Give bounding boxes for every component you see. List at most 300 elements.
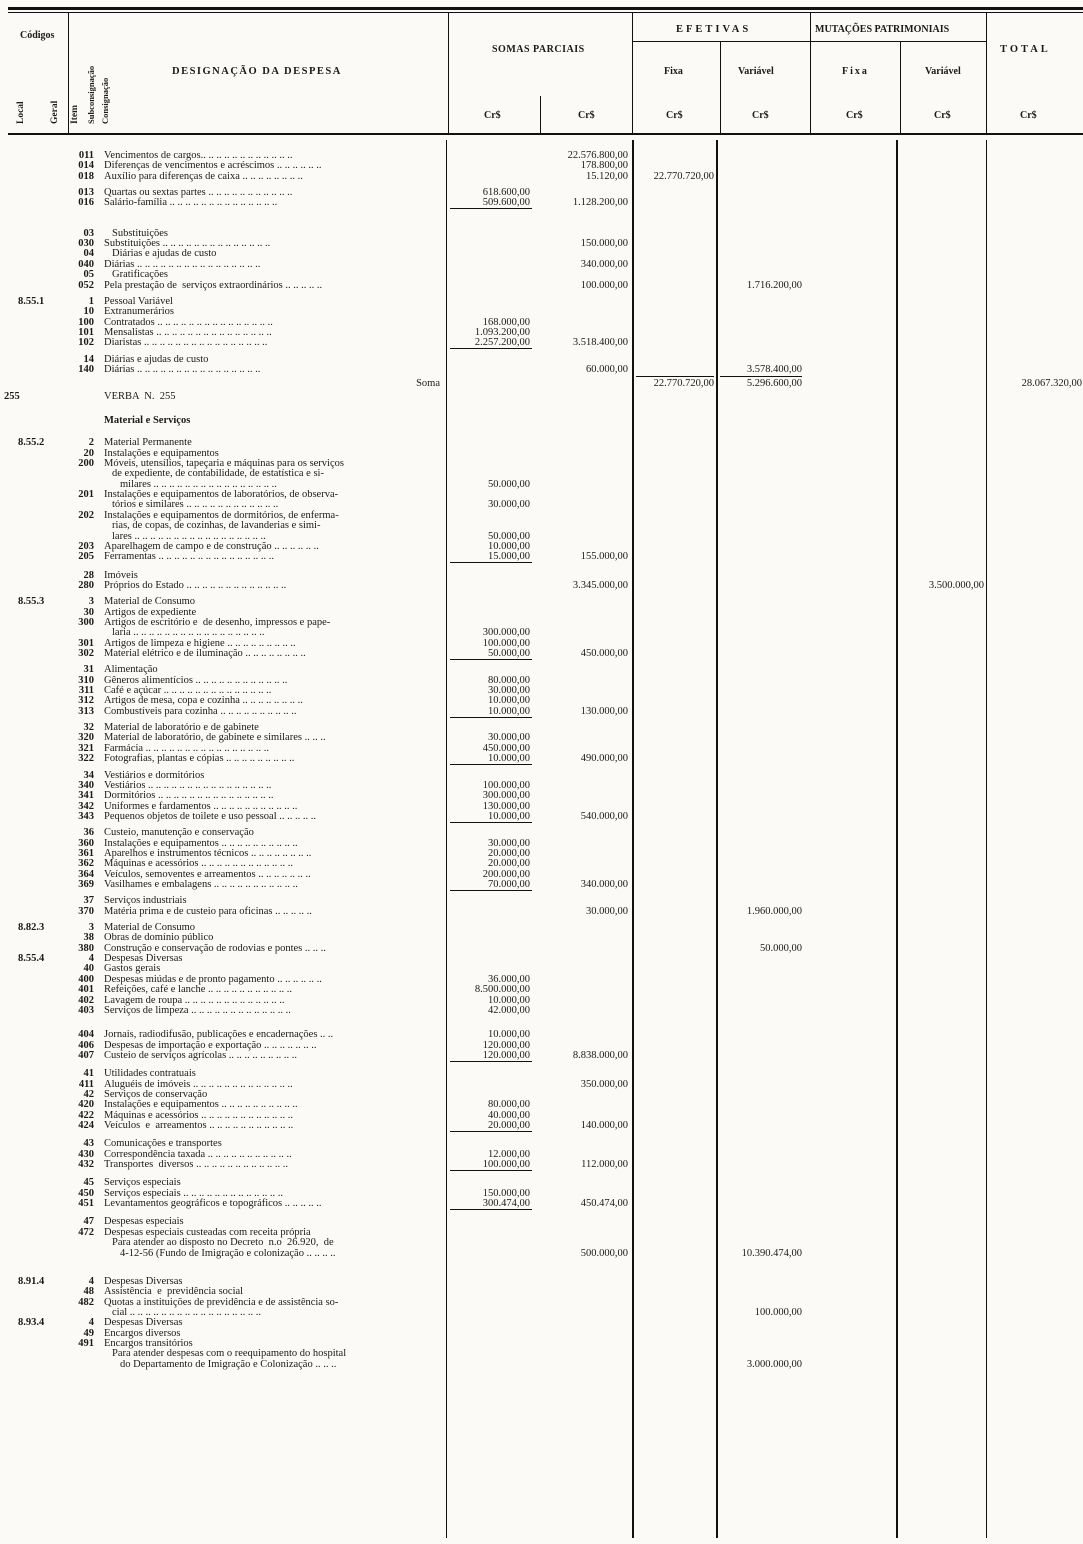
- row-description: Combustíveis para cozinha .. .. .. .. .. .. .. .. .. ..: [104, 705, 297, 717]
- header-bottom-rule: [8, 133, 1083, 135]
- partial-sum-1: 10.000,00: [488, 994, 530, 1006]
- row-description: Custeio de serviços agrícolas .. .. .. .. .. .. .. .. ..: [104, 1049, 298, 1061]
- local-code: 8.93.4: [18, 1317, 45, 1329]
- subtotal-rule: [450, 562, 532, 563]
- mutacoes-heading: MUTAÇÕES PATRIMONIAIS: [815, 24, 950, 35]
- item-code: 472: [78, 1226, 94, 1238]
- item-code: 310: [78, 674, 94, 686]
- subtotal-rule: [450, 890, 532, 891]
- partial-sum-1: 10.000,00: [488, 1029, 530, 1041]
- local-code: 8.82.3: [18, 922, 45, 934]
- row-description: Matéria prima e de custeio para oficinas .. .. .. .. ..: [104, 905, 312, 917]
- item-code: 101: [78, 326, 94, 338]
- partial-sum-2: 100.000,00: [580, 279, 628, 291]
- row-description: do Departamento de Imigração e Colonização .. .. ..: [120, 1358, 337, 1370]
- codigos-heading: Códigos: [20, 30, 55, 41]
- partial-sum-1: 1.093.200,00: [474, 326, 530, 338]
- item-code: 360: [78, 837, 94, 849]
- subtotal-rule: [450, 659, 532, 660]
- header-divider: [810, 13, 811, 133]
- item-code: 400: [78, 973, 94, 985]
- partial-sum-1: 120.000,00: [482, 1049, 530, 1061]
- partial-sum-2: 340.000,00: [580, 879, 628, 890]
- row-description: Café e açúcar .. .. .. .. .. .. .. .. .. .. .. .. .. ..: [104, 685, 272, 697]
- currency-somas-2: Cr$: [578, 110, 595, 121]
- row-description: Ferramentas .. .. .. .. .. .. .. .. .. .. .. .. .. .. ..: [104, 551, 275, 563]
- header-divider: [720, 41, 721, 133]
- partial-sum-1: 8.500.000,00: [474, 984, 530, 996]
- item-code: 420: [78, 1099, 94, 1111]
- row-description: Alimentação: [104, 664, 158, 676]
- item-code: 201: [78, 489, 94, 501]
- row-description: Instalações e equipamentos de laboratórios, de observa-: [104, 489, 339, 501]
- partial-sum-1: 2.257.200,00: [474, 337, 530, 349]
- row-description: Encargos transitórios: [104, 1337, 193, 1349]
- row-description: Artigos de expediente: [104, 606, 197, 618]
- subtotal-rule: [450, 1061, 532, 1062]
- item-code: 280: [78, 579, 94, 591]
- item-code: 36: [83, 827, 94, 839]
- column-rule: [632, 140, 634, 1538]
- row-description: Instalações e equipamentos .. .. .. .. .. .. .. .. .. ..: [104, 837, 298, 849]
- row-description: Despesas de importação e exportação .. .. .. .. .. .. ..: [104, 1039, 317, 1051]
- row-description: Jornais, radiodifusão, publicações e encadernações .. ..: [104, 1029, 334, 1041]
- item-code: 451: [78, 1198, 94, 1210]
- row-description: Pequenos objetos de toilete e uso pessoal .. .. .. .. ..: [104, 810, 317, 822]
- item-code: 401: [78, 984, 94, 996]
- currency-efetivas-variavel: Cr$: [752, 110, 769, 121]
- efetivas-variavel-value: 1.960.000,00: [746, 905, 802, 917]
- partial-sum-2: 112.000,00: [581, 1159, 628, 1171]
- top-rule-thin: [8, 12, 1083, 13]
- item-code: 200: [78, 458, 94, 470]
- partial-sum-1: 100.000,00: [482, 779, 530, 791]
- row-description: Correspondência taxada .. .. .. .. .. .. .. .. .. .. ..: [104, 1148, 292, 1160]
- partial-sum-1: 36.000,00: [488, 973, 530, 985]
- partial-sum-1: 80.000,00: [488, 1099, 530, 1111]
- code-col-item: Item: [70, 105, 80, 124]
- row-description: Vencimentos de cargos.. .. .. .. .. .. .. .. .. .. .. ..: [104, 150, 293, 161]
- mutacoes-variavel: Variável: [925, 66, 961, 77]
- row-description: Diárias .. .. .. .. .. .. .. .. .. .. .. .. .. .. .. ..: [104, 363, 261, 375]
- partial-sum-1: 100.000,00: [482, 637, 530, 649]
- row-description: Contratados .. .. .. .. .. .. .. .. .. .. .. .. .. .. ..: [104, 316, 273, 328]
- partial-sum-2: 155.000,00: [580, 551, 628, 563]
- item-code: 302: [78, 648, 94, 659]
- row-description: Gêneros alimentícios .. .. .. .. .. .. .. .. .. .. .. ..: [104, 674, 288, 686]
- currency-total: Cr$: [1020, 110, 1037, 121]
- column-rule: [896, 140, 898, 1538]
- partial-sum-1: 20.000,00: [488, 1120, 530, 1131]
- subtotal-rule: [450, 717, 532, 718]
- partial-sum-2: 540.000,00: [580, 810, 628, 822]
- soma-rule: [720, 376, 802, 377]
- efetivas-variavel-value: 100.000,00: [754, 1306, 802, 1318]
- row-description: Artigos de limpeza e higiene .. .. .. .. .. .. .. .. ..: [104, 637, 296, 649]
- row-description: Aluguéis de imóveis .. .. .. .. .. .. .. .. .. .. .. .. ..: [104, 1078, 293, 1090]
- partial-sum-1: 50.000,00: [488, 478, 530, 490]
- item-code: 301: [78, 637, 94, 649]
- item-code: 202: [78, 509, 94, 521]
- row-description: Veículos, semoventes e arreamentos .. .. .. .. .. .. ..: [104, 868, 311, 880]
- row-description: Mensalistas .. .. .. .. .. .. .. .. .. .. .. .. .. .. ..: [104, 326, 272, 338]
- row-description: 4-12-56 (Fundo de Imigração e colonização .. .. .. ..: [120, 1247, 336, 1259]
- item-code: 05: [83, 269, 94, 281]
- row-description: Assistência e previdência social: [104, 1286, 244, 1298]
- partial-sum-1: 15.000,00: [488, 551, 530, 563]
- row-description: Comunicações e transportes: [104, 1138, 222, 1150]
- item-code: 37: [83, 895, 94, 907]
- partial-sum-2: 3.345.000,00: [572, 579, 628, 591]
- partial-sum-1: 168.000,00: [482, 316, 530, 328]
- row-description: Refeições, café e lanche .. .. .. .. .. .. .. .. .. .. ..: [104, 984, 293, 996]
- row-description: VERBA N. 255: [104, 390, 176, 402]
- partial-sum-1: 10.000,00: [488, 705, 530, 717]
- partial-sum-2: 450.474,00: [580, 1198, 628, 1210]
- partial-sum-1: 130.000,00: [482, 800, 530, 812]
- item-code: 4: [88, 1317, 94, 1329]
- subtotal-rule: [450, 1209, 532, 1210]
- partial-sum-1: 10.000,00: [488, 540, 530, 552]
- partial-sum-2: 500.000,00: [580, 1247, 628, 1259]
- row-description: Máquinas e acessórios .. .. .. .. .. .. .. .. .. .. .. ..: [104, 1109, 293, 1121]
- row-description: Encargos diversos: [104, 1327, 181, 1339]
- row-description: Instalações e equipamentos: [104, 447, 219, 459]
- item-code: 31: [83, 664, 94, 676]
- row-description: Transportes diversos .. .. .. .. .. .. .. .. .. .. .. ..: [104, 1159, 288, 1171]
- row-description: Vestiários e dormitórios: [104, 769, 205, 781]
- item-code: 014: [78, 160, 94, 172]
- item-code: 313: [78, 705, 94, 717]
- item-code: 1: [88, 295, 94, 307]
- partial-sum-2: 340.000,00: [580, 258, 628, 270]
- partial-sum-2: 15.120,00: [586, 170, 628, 182]
- partial-sum-1: 50.000,00: [488, 530, 530, 542]
- total-value: 28.067.320,00: [1021, 378, 1082, 390]
- item-code: 422: [78, 1109, 94, 1121]
- row-description: Material e Serviços: [104, 415, 191, 426]
- row-description: Despesas Diversas: [104, 1275, 183, 1287]
- row-description: Serviços especiais .. .. .. .. .. .. .. .. .. .. .. .. ..: [104, 1187, 284, 1199]
- local-code: 8.55.3: [18, 596, 45, 608]
- partial-sum-2: 22.576.800,00: [567, 150, 628, 161]
- item-code: 406: [78, 1039, 94, 1051]
- row-description: Diárias e ajudas de custo: [112, 248, 217, 260]
- row-description: Material de laboratório, de gabinete e similares .. .. ..: [104, 732, 326, 744]
- partial-sum-1: 42.000,00: [488, 1004, 530, 1016]
- row-description: Despesas miúdas e de pronto pagamento .. .. .. .. .. ..: [104, 973, 322, 985]
- efetivas-fixa: Fixa: [664, 66, 683, 77]
- row-description: Vestiários .. .. .. .. .. .. .. .. .. .. .. .. .. .. .. ..: [104, 779, 272, 791]
- row-description: Diárias .. .. .. .. .. .. .. .. .. .. .. .. .. .. .. ..: [104, 258, 261, 270]
- row-description: Serviços especiais: [104, 1177, 181, 1189]
- item-code: 482: [78, 1296, 94, 1308]
- row-description: Artigos de mesa, copa e cozinha .. .. .. .. .. .. .. ..: [104, 695, 303, 707]
- item-code: 322: [78, 753, 94, 765]
- column-rule: [986, 140, 987, 1538]
- row-description: Lavagem de roupa .. .. .. .. .. .. .. .. .. .. .. .. ..: [104, 994, 285, 1006]
- efetivas-fixa-value: 22.770.720,00: [653, 378, 714, 390]
- subtotal-rule: [450, 822, 532, 823]
- row-description: Substituições .. .. .. .. .. .. .. .. .. .. .. .. .. ..: [104, 238, 271, 250]
- partial-sum-2: 490.000,00: [580, 753, 628, 765]
- column-rule: [716, 140, 718, 1538]
- item-code: 10: [83, 306, 94, 318]
- row-description: Diaristas .. .. .. .. .. .. .. .. .. .. .. .. .. .. .. ..: [104, 337, 268, 349]
- header-divider: [448, 13, 449, 133]
- row-description: Utilidades contratuais: [104, 1068, 196, 1080]
- partial-sum-1: 300.000,00: [482, 627, 530, 639]
- row-description: Farmácia .. .. .. .. .. .. .. .. .. .. .. .. .. .. .. ..: [104, 742, 270, 754]
- item-code: 4: [88, 1275, 94, 1287]
- item-code: 491: [78, 1337, 94, 1349]
- row-description: cial .. .. .. .. .. .. .. .. .. .. .. .. .. .. .. .. ..: [112, 1306, 262, 1318]
- row-description: Diferenças de vencimentos e acréscimos .. .. .. .. .. ..: [104, 160, 322, 172]
- item-code: 38: [83, 932, 94, 944]
- efetivas-variavel-value: 1.716.200,00: [746, 279, 802, 291]
- efetivas-variavel-value: 10.390.474,00: [741, 1247, 802, 1259]
- row-description: Uniformes e fardamentos .. .. .. .. .. .. .. .. .. .. ..: [104, 800, 298, 812]
- row-description: Extranumerários: [104, 306, 174, 318]
- partial-sum-1: 30.000,00: [488, 837, 530, 849]
- row-description: Vasilhames e embalagens .. .. .. .. .. .. .. .. .. .. ..: [104, 879, 298, 890]
- item-code: 32: [83, 722, 94, 734]
- efetivas-variavel-value: 3.578.400,00: [746, 363, 802, 375]
- local-code: 8.55.1: [18, 295, 45, 307]
- subtotal-rule: [450, 208, 532, 209]
- item-code: 102: [78, 337, 94, 349]
- row-description: rias, de copas, de cozinhas, de lavanderias e simi-: [112, 520, 321, 532]
- item-code: 140: [78, 363, 94, 375]
- partial-sum-1: 20.000,00: [488, 858, 530, 870]
- partial-sum-1: 40.000,00: [488, 1109, 530, 1121]
- currency-somas-1: Cr$: [484, 110, 501, 121]
- item-code: 49: [83, 1327, 94, 1339]
- row-description: milares .. .. .. .. .. .. .. .. .. .. .. .. .. .. .. ..: [120, 478, 277, 490]
- efetivas-variavel-value: 50.000,00: [760, 942, 802, 954]
- item-code: 28: [83, 569, 94, 581]
- row-description: Salário-família .. .. .. .. .. .. .. .. .. .. .. .. .. ..: [104, 197, 278, 209]
- row-description: Material de Consumo: [104, 596, 195, 608]
- row-description: Material Permanente: [104, 437, 192, 449]
- row-description: Material elétrico e de iluminação .. .. .. .. .. .. .. ..: [104, 648, 306, 659]
- item-code: 361: [78, 847, 94, 859]
- code-col-subconsignacao: Subconsignação: [86, 65, 96, 124]
- row-description: Veículos e arreamentos .. .. .. .. .. .. .. .. .. .. ..: [104, 1120, 294, 1131]
- item-code: 342: [78, 800, 94, 812]
- header-divider: [68, 13, 69, 133]
- row-description: Material de laboratório e de gabinete: [104, 722, 259, 734]
- item-code: 47: [83, 1216, 94, 1228]
- item-code: 016: [78, 197, 94, 209]
- somas-parciais-heading: SOMAS PARCIAIS: [492, 44, 585, 55]
- local-code: 8.91.4: [18, 1275, 45, 1287]
- partial-sum-1: 509.600,00: [482, 197, 530, 209]
- row-description: Despesas Diversas: [104, 1317, 183, 1329]
- code-col-consignacao: Consignação: [100, 77, 110, 124]
- efetivas-variavel: Variável: [738, 66, 774, 77]
- item-code: 3: [88, 922, 94, 934]
- partial-sum-1: 10.000,00: [488, 810, 530, 822]
- row-description: Dormitórios .. .. .. .. .. .. .. .. .. .. .. .. .. .. ..: [104, 790, 274, 802]
- local-code: 8.55.4: [18, 953, 45, 965]
- item-code: 030: [78, 238, 94, 250]
- item-code: 43: [83, 1138, 94, 1150]
- item-code: 011: [78, 150, 94, 161]
- item-code: 205: [78, 551, 94, 563]
- row-description: Para atender despesas com o reequipamento do hospital: [112, 1348, 347, 1360]
- row-description: Artigos de escritório e de desenho, impressos e pape-: [104, 616, 331, 628]
- partial-sum-2: 30.000,00: [586, 905, 628, 917]
- partial-sum-1: 300.000,00: [482, 790, 530, 802]
- partial-sum-1: 70.000,00: [488, 879, 530, 890]
- item-code: 41: [83, 1068, 94, 1080]
- item-code: 380: [78, 942, 94, 954]
- row-description: Máquinas e acessórios .. .. .. .. .. .. .. .. .. .. .. ..: [104, 858, 293, 870]
- row-description: Fotografias, plantas e cópias .. .. .. .. .. .. .. .. ..: [104, 753, 295, 765]
- item-code: 312: [78, 695, 94, 707]
- partial-sum-1: 100.000,00: [482, 1159, 530, 1171]
- item-code: 362: [78, 858, 94, 870]
- partial-sum-1: 120.000,00: [482, 1039, 530, 1051]
- item-code: 052: [78, 279, 94, 291]
- partial-sum-2: 350.000,00: [580, 1078, 628, 1090]
- verba-code: 255: [4, 390, 20, 402]
- item-code: 403: [78, 1004, 94, 1016]
- row-description: Obras de domínio público: [104, 932, 214, 944]
- item-code: 432: [78, 1159, 94, 1171]
- soma-rule: [636, 376, 714, 377]
- partial-sum-1: 10.000,00: [488, 695, 530, 707]
- row-description: Auxílio para diferenças de caixa .. .. .. .. .. .. .. ..: [104, 170, 303, 182]
- partial-sum-1: 10.000,00: [488, 753, 530, 765]
- row-description: Pela prestação de serviços extraordinários .. .. .. .. ..: [104, 279, 323, 291]
- partial-sum-1: 618.600,00: [482, 187, 530, 199]
- item-code: 100: [78, 316, 94, 328]
- row-description: Gratificações: [112, 269, 168, 281]
- header-divider: [540, 96, 541, 133]
- item-code: 40: [83, 963, 94, 975]
- row-description: Gastos gerais: [104, 963, 161, 975]
- row-description: Quartas ou sextas partes .. .. .. .. .. .. .. .. .. .. ..: [104, 187, 293, 199]
- item-code: 404: [78, 1029, 94, 1041]
- partial-sum-1: 450.000,00: [482, 742, 530, 754]
- item-code: 018: [78, 170, 94, 182]
- item-code: 364: [78, 868, 94, 880]
- row-description: Serviços industriais: [104, 895, 187, 907]
- item-code: 42: [83, 1088, 94, 1100]
- currency-mutacoes-variavel: Cr$: [934, 110, 951, 121]
- partial-sum-2: 150.000,00: [580, 238, 628, 250]
- row-description: Soma: [416, 378, 440, 390]
- item-code: 04: [83, 248, 94, 260]
- row-description: Material de Consumo: [104, 922, 195, 934]
- item-code: 20: [83, 447, 94, 459]
- partial-sum-1: 200.000,00: [482, 868, 530, 880]
- item-code: 14: [83, 353, 94, 365]
- item-code: 3: [88, 596, 94, 608]
- partial-sum-1: 12.000,00: [488, 1148, 530, 1160]
- header-divider: [900, 41, 901, 133]
- code-col-geral: Geral: [50, 100, 60, 124]
- row-description: Serviços de limpeza .. .. .. .. .. .. .. .. .. .. .. .. ..: [104, 1004, 291, 1016]
- item-code: 424: [78, 1120, 94, 1131]
- item-code: 34: [83, 769, 94, 781]
- item-code: 013: [78, 187, 94, 199]
- partial-sum-2: 140.000,00: [580, 1120, 628, 1131]
- row-description: Despesas especiais custeadas com receita própria: [104, 1226, 311, 1238]
- row-description: Quotas a instituições de previdência e de assistência so-: [104, 1296, 339, 1308]
- row-description: Para atender ao disposto no Decreto n.o 26.920, de: [112, 1237, 334, 1249]
- row-description: Próprios do Estado .. .. .. .. .. .. .. .. .. .. .. .. ..: [104, 579, 287, 591]
- currency-efetivas-fixa: Cr$: [666, 110, 683, 121]
- header-divider: [986, 13, 987, 133]
- item-code: 320: [78, 732, 94, 744]
- item-code: 311: [78, 685, 94, 697]
- row-description: Aparelhagem de campo e de construção .. .. .. .. .. ..: [104, 540, 319, 552]
- partial-sum-2: 130.000,00: [580, 705, 628, 717]
- row-description: Instalações e equipamentos de dormitórios, de enferma-: [104, 509, 339, 521]
- row-description: Construção e conservação de rodovias e pontes .. .. ..: [104, 942, 326, 954]
- partial-sum-2: 178.800,00: [580, 160, 628, 172]
- total-heading: TOTAL: [1000, 44, 1051, 55]
- item-code: 4: [88, 953, 94, 965]
- partial-sum-1: 150.000,00: [482, 1187, 530, 1199]
- item-code: 203: [78, 540, 94, 552]
- item-code: 407: [78, 1049, 94, 1061]
- currency-mutacoes-fixa: Cr$: [846, 110, 863, 121]
- item-code: 369: [78, 879, 94, 890]
- column-rule: [446, 140, 447, 1538]
- mutacoes-fixa: Fixa: [842, 66, 869, 77]
- partial-sum-1: 80.000,00: [488, 674, 530, 686]
- partial-sum-1: 30.000,00: [488, 685, 530, 697]
- row-description: Diárias e ajudas de custo: [104, 353, 209, 365]
- item-code: 321: [78, 742, 94, 754]
- item-code: 343: [78, 810, 94, 822]
- local-code: 8.55.2: [18, 437, 45, 449]
- item-code: 430: [78, 1148, 94, 1160]
- partial-sum-1: 300.474,00: [482, 1198, 530, 1210]
- item-code: 450: [78, 1187, 94, 1199]
- partial-sum-1: 30.000,00: [488, 732, 530, 744]
- item-code: 45: [83, 1177, 94, 1189]
- header-divider: [632, 13, 633, 133]
- item-code: 340: [78, 779, 94, 791]
- partial-sum-2: 8.838.000,00: [572, 1049, 628, 1061]
- item-code: 341: [78, 790, 94, 802]
- header-divider: [632, 41, 986, 42]
- mutacoes-fixa-value: 3.500.000,00: [928, 579, 984, 591]
- item-code: 03: [83, 227, 94, 239]
- row-description: Aparelhos e instrumentos técnicos .. .. .. .. .. .. .. ..: [104, 847, 312, 859]
- top-rule: [8, 7, 1083, 10]
- item-code: 48: [83, 1286, 94, 1298]
- row-description: Móveis, utensílios, tapeçaria e máquinas para os serviços: [104, 458, 344, 470]
- subtotal-rule: [450, 1170, 532, 1171]
- partial-sum-1: 50.000,00: [488, 648, 530, 659]
- partial-sum-2: 1.128.200,00: [572, 197, 628, 209]
- row-description: Despesas Diversas: [104, 953, 183, 965]
- row-description: Serviços de conservação: [104, 1088, 208, 1100]
- item-code: 370: [78, 905, 94, 917]
- partial-sum-2: 450.000,00: [580, 648, 628, 659]
- subtotal-rule: [450, 348, 532, 349]
- item-code: 040: [78, 258, 94, 270]
- item-code: 300: [78, 616, 94, 628]
- row-description: Custeio, manutenção e conservação: [104, 827, 254, 839]
- subtotal-rule: [450, 764, 532, 765]
